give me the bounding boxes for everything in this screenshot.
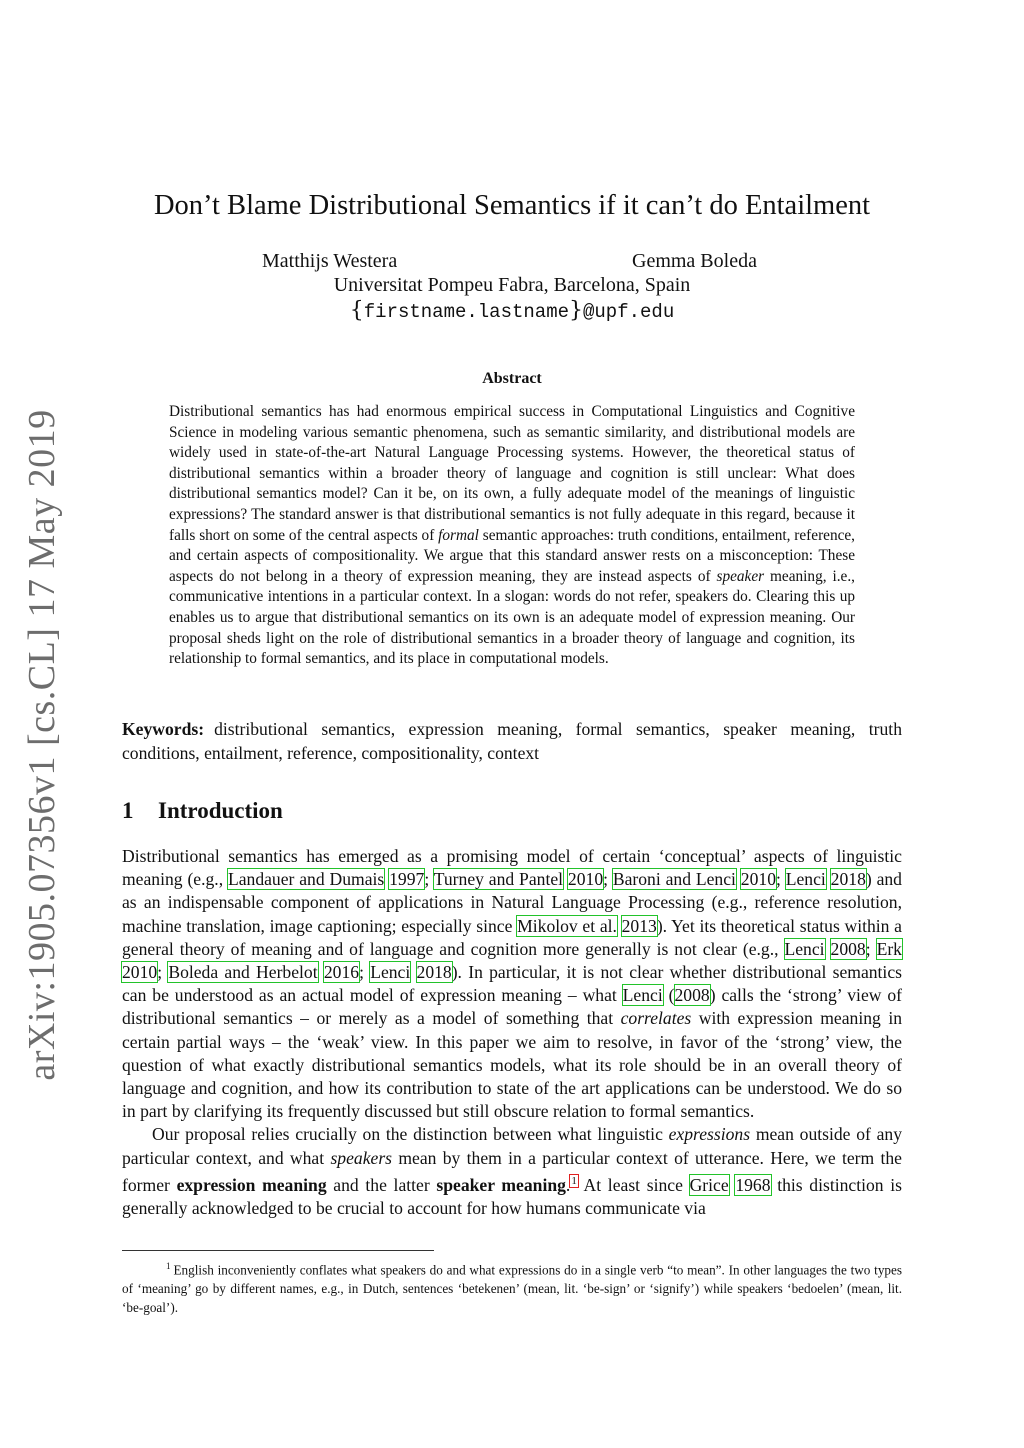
paper-title: Don’t Blame Distributional Semantics if it can’t do Entailment	[153, 190, 871, 221]
arxiv-identifier: arXiv:1905.07356v1 [cs.CL] 17 May 2019	[21, 409, 63, 1081]
paren: )	[709, 985, 716, 1006]
citation-year-link[interactable]: 2018	[830, 869, 866, 890]
citation-link[interactable]: Mikolov et al.	[517, 915, 617, 936]
citation-year-link[interactable]: 1997	[389, 869, 425, 890]
paren: (	[668, 985, 675, 1006]
citation-year-link[interactable]: 2008	[674, 985, 710, 1006]
affiliation: Universitat Pompeu Fabra, Barcelona, Spain	[333, 274, 691, 296]
abstract-text: Distributional semantics has had enormous empirical success in Computational Linguistics and Cognitive Science in modeling various semantic phenomena, such as semantic similarity, and distributional models are widely used in state-of-the-art Natural Language Processing systems. However, the theoretical status of distributional semantics within a broader theory of language and cognition is still unclear: What does distributional semantics model? Can it be, on its own, a fully adequate model of the meanings of linguistic expressions? The standard answer is that distributional semantics is not fully adequate in this regard, because it falls short on some of the central aspects of	[169, 403, 855, 544]
citation-link[interactable]: Lenci	[785, 869, 826, 890]
citation-link[interactable]: Lenci	[784, 938, 825, 959]
emphasis: expressions	[668, 1124, 751, 1145]
citation-link[interactable]: Grice	[689, 1174, 729, 1195]
keywords-text: distributional semantics, expression meaning, formal semantics, speaker meaning, truth conditions, entailment, reference, compositionality, context	[122, 719, 902, 763]
body-text: ). In particular, it is not clear whether distributional semantics can be understood as an actual model of expression meaning – what	[122, 962, 902, 1006]
footnote-mark: 1	[166, 1261, 171, 1271]
body-text: Our proposal relies crucially on the distinction between what linguistic	[152, 1124, 669, 1145]
citation-year-link[interactable]: 1968	[735, 1174, 771, 1195]
separator: ;	[775, 869, 786, 890]
citation-year-link[interactable]: 2008	[830, 938, 866, 959]
bold-term: expression meaning	[176, 1174, 327, 1195]
body-text: with expression meaning in certain partial ways – the ‘weak’ view. In this paper we aim to resolve, in favor of the ‘strong’ view, the question of what exactly distributional semantics models, what its role should be in an overall theory of language and cognition, and how its contribution to state of the art applications can be understood. We do so in part by clarifying its frequently discussed but still obscure relation to formal semantics.	[122, 1008, 902, 1122]
citation-link[interactable]: Lenci	[622, 985, 663, 1006]
citation-year-link[interactable]: 2016	[323, 962, 360, 983]
email-close-brace: }	[569, 298, 583, 323]
citation-link[interactable]: Lenci	[370, 962, 411, 983]
citation-year-link[interactable]: 2010	[122, 962, 158, 983]
separator: ;	[424, 869, 434, 890]
footnote-ref-link[interactable]: 1	[571, 1174, 577, 1187]
section-heading	[122, 798, 283, 824]
email-line	[0, 298, 1024, 323]
abstract-body	[169, 402, 855, 670]
citation-link[interactable]: Turney and Pantel	[433, 869, 564, 890]
section-number: 1	[122, 798, 134, 823]
separator: ;	[865, 938, 877, 959]
paragraph	[122, 845, 902, 1123]
keywords-label: Keywords:	[122, 719, 205, 739]
citation-year-link[interactable]: 2010	[567, 869, 604, 890]
email-open-brace: {	[349, 298, 364, 323]
author-name: Matthijs Westera	[262, 250, 398, 272]
citation-year-link[interactable]: 2018	[416, 962, 452, 983]
keywords	[122, 718, 902, 765]
citation-year-link[interactable]: 2010	[740, 869, 776, 890]
separator: ;	[157, 962, 169, 983]
body-text: and the latter	[326, 1174, 437, 1195]
abstract-emphasis: speaker	[716, 567, 765, 585]
body-text: .	[565, 1174, 571, 1195]
footnote-text: English inconveniently conflates what speakers do and what expressions do in a single verb “to mean”. In other languages the two types of ‘meaning’ go by different names, e.g., in Dutch, sentences ‘betekenen’ (mean, lit. ‘be-sign’ or ‘signify’) while speakers ‘bedoelen’ (mean, lit. ‘be-goal’).	[122, 1262, 902, 1316]
emphasis: speakers	[330, 1147, 393, 1168]
body-text: ) and as an indispensable component of applications in Natural Language Processing (e.g., reference resolution, machine translation, image captioning; especially since	[122, 869, 902, 936]
section-title: Introduction	[158, 798, 283, 823]
citation-link[interactable]: Erk	[876, 938, 902, 959]
body-text: mean outside of any particular context, and what	[122, 1124, 902, 1168]
body-text: At least since	[577, 1174, 690, 1195]
separator: ;	[359, 962, 371, 983]
body-text: Distributional semantics has emerged as a promising model of certain ‘conceptual’ aspects of linguistic meaning (e.g.,	[122, 846, 902, 890]
email-domain-part: @upf.edu	[583, 301, 675, 323]
author-name: Gemma Boleda	[632, 250, 757, 272]
footnote	[122, 1257, 902, 1317]
citation-link[interactable]: Landauer and Dumais	[227, 869, 385, 890]
footnote-divider	[122, 1250, 434, 1251]
paragraph	[122, 1123, 902, 1220]
body-text: calls the ‘strong’ view of distributional semantics – or merely as a model of something that	[122, 985, 903, 1029]
abstract-heading: Abstract	[482, 370, 542, 387]
citation-year-link[interactable]: 2013	[621, 915, 657, 936]
body-text: ). Yet its theoretical status within a general theory of meaning and of language and cognition more generally is not clear (e.g.,	[122, 915, 902, 959]
body-text: mean by them in a particular context of utterance. Here, we term the former	[122, 1147, 902, 1195]
abstract-emphasis: formal	[438, 526, 479, 544]
citation-link[interactable]: Boleda and Herbelot	[168, 962, 318, 983]
separator: ;	[603, 869, 613, 890]
abstract-text: meaning, i.e., communicative intentions in a particular context. In a slogan: words do not refer, speakers do. Clearing this up enables us to argue that distributional semantics on its own is an adequate model of expression meaning. Our proposal sheds light on the role of distributional semantics in a broader theory of language and cognition, its relationship to formal semantics, and its place in computational models.	[169, 567, 855, 668]
introduction-body	[122, 845, 902, 1220]
body-text: this distinction is generally acknowledged to be crucial to account for how humans communicate via	[122, 1174, 902, 1218]
emphasis: correlates	[620, 1008, 692, 1029]
bold-term: speaker meaning	[436, 1174, 566, 1195]
citation-link[interactable]: Baroni and Lenci	[612, 869, 736, 890]
email-name-part: firstname.lastname	[363, 301, 569, 323]
abstract-text: semantic approaches: truth conditions, entailment, reference, and certain aspects of compositionality. We argue that this standard answer rests on a misconception: These aspects do not belong in a theory of expression meaning, they are instead aspects of	[169, 526, 856, 585]
